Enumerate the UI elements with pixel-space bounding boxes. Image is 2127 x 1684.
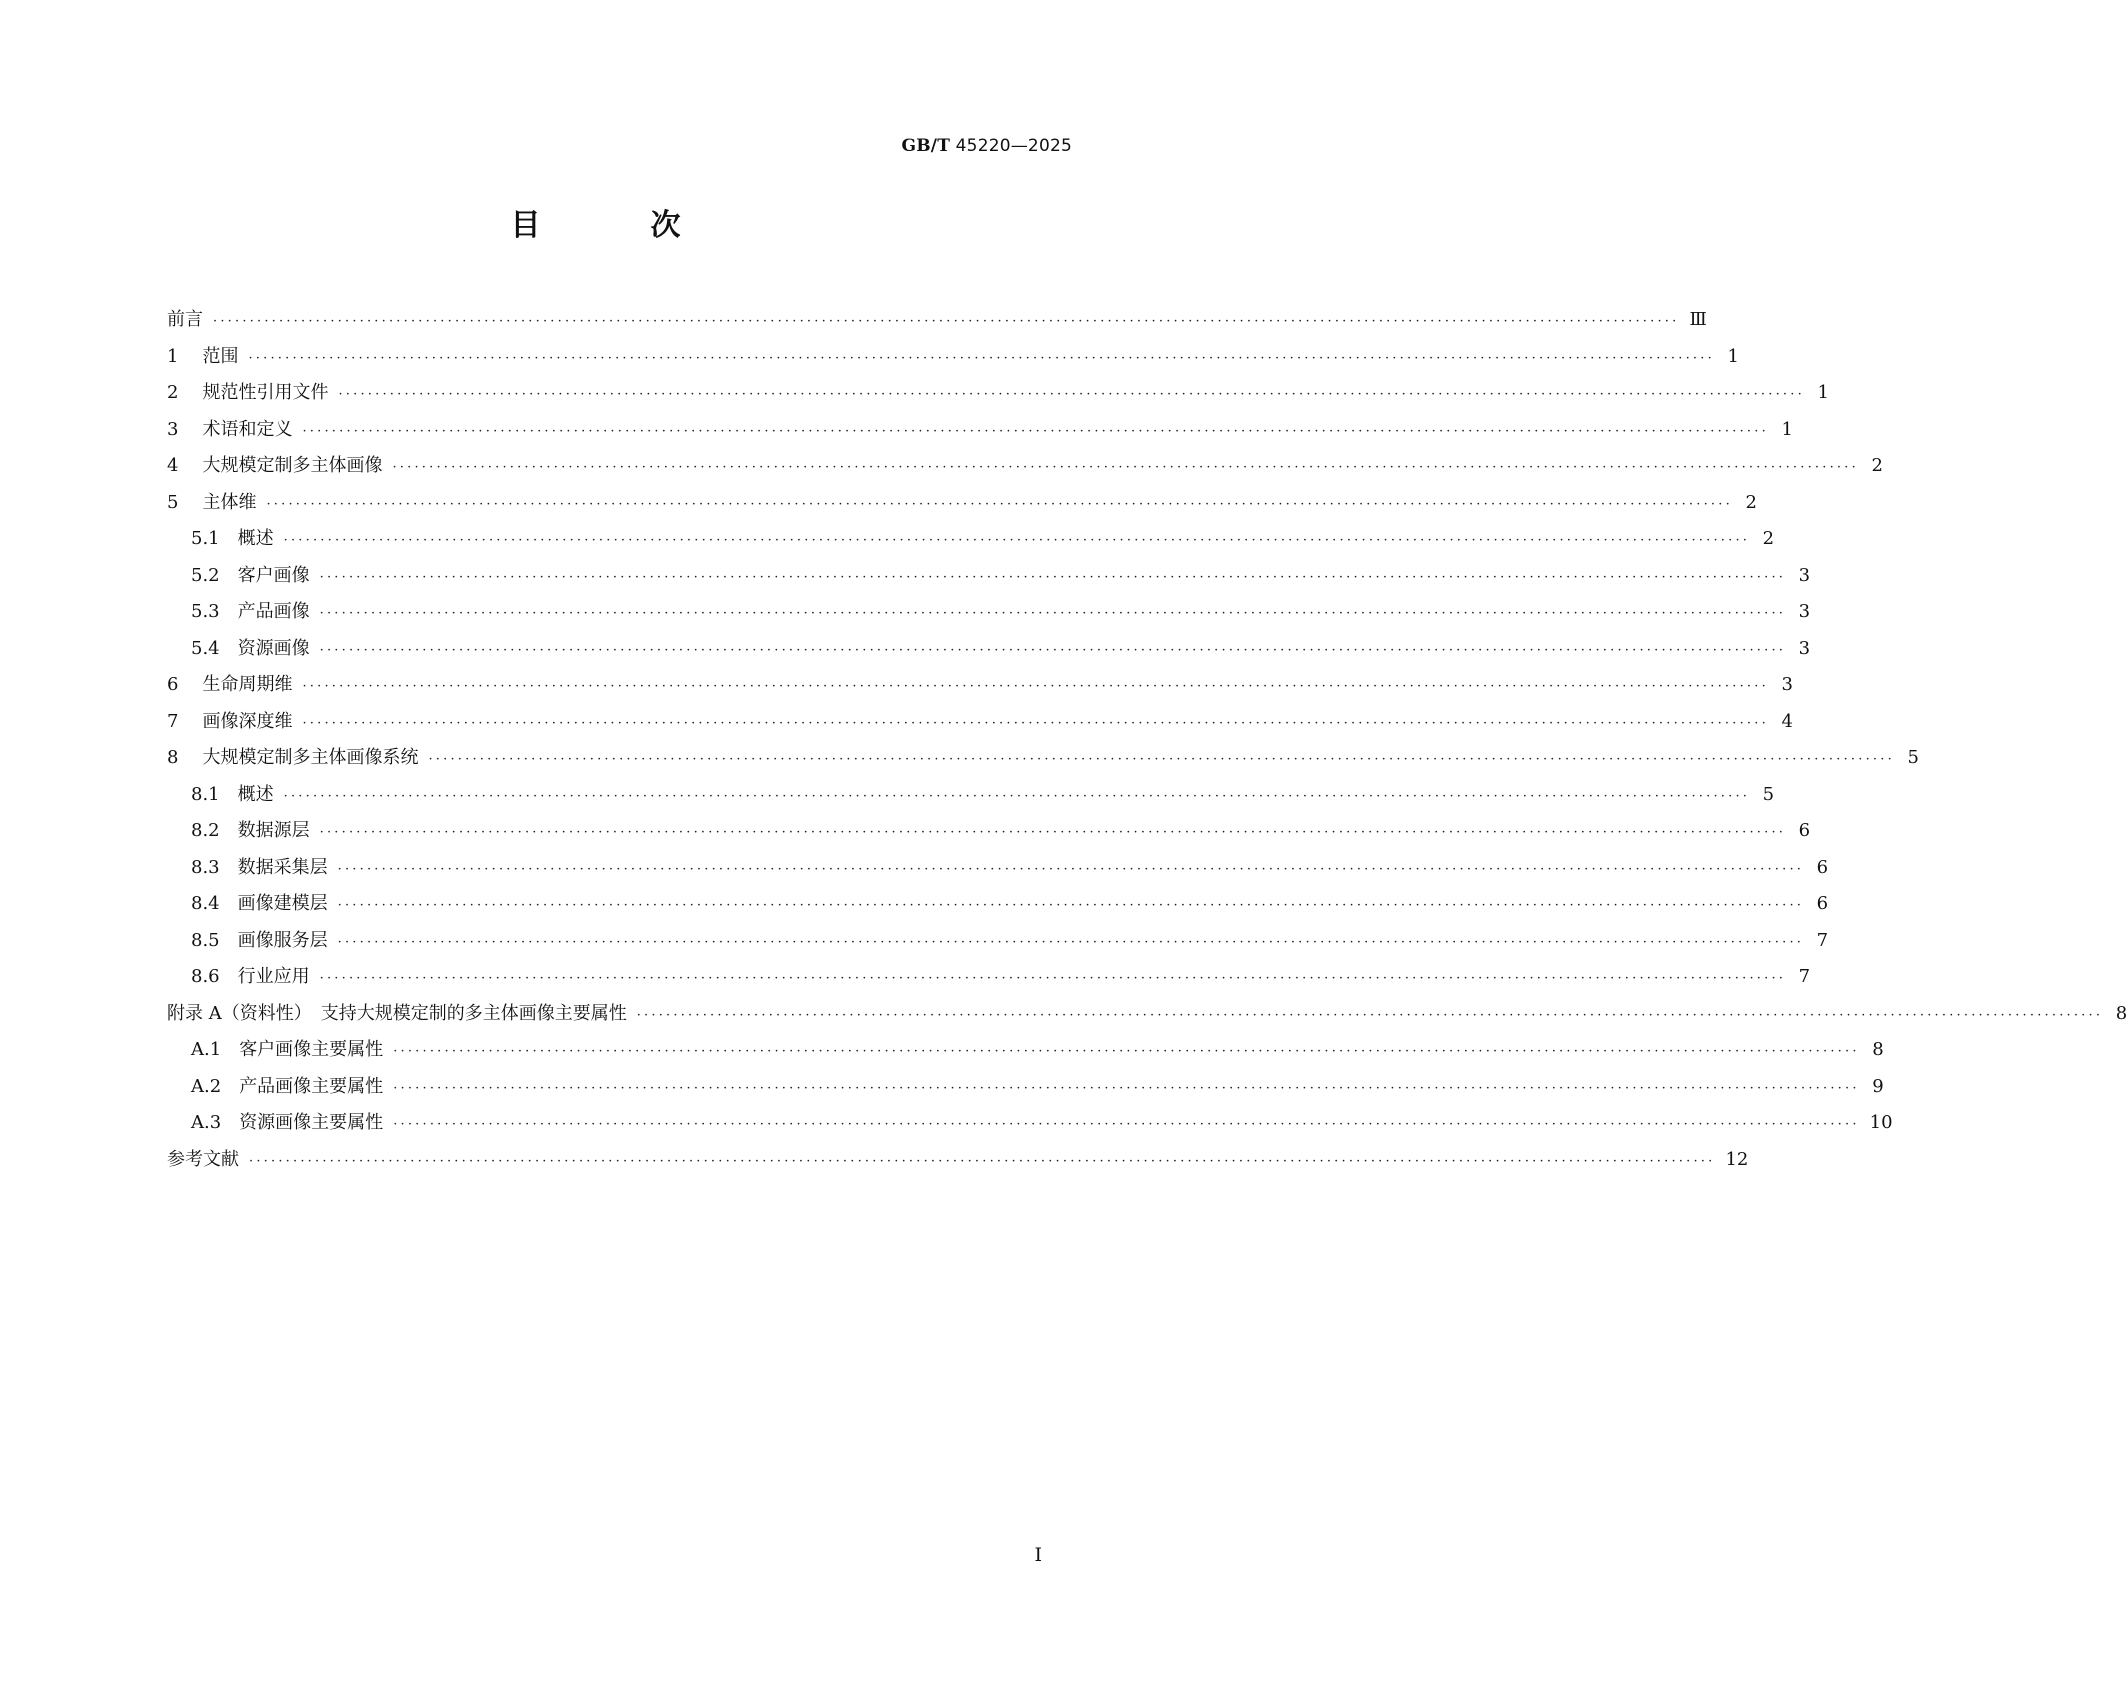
toc-entry-number: 8.6	[191, 966, 220, 987]
toc-entry-page: 2	[1762, 528, 1775, 549]
toc-entry-label: 概述	[237, 528, 274, 549]
toc-leader-dots: ········································································································································································································	[319, 606, 1787, 621]
toc-entry-page: 1	[1781, 418, 1793, 440]
toc-entry-number: 6	[167, 674, 179, 695]
toc-leader-dots: ········································································································································································································	[338, 387, 1805, 402]
toc-entry-number: 8.5	[191, 929, 220, 951]
toc-entry-label: 附录 A（资料性） 支持大规模定制的多主体画像主要属性	[167, 1002, 627, 1024]
toc-entry[interactable]	[167, 1108, 1893, 1145]
toc-entry-page: 2	[1871, 455, 1883, 476]
toc-entry-label: 生命周期维	[202, 674, 293, 695]
toc-entry-label: 大规模定制多主体画像	[202, 455, 383, 476]
toc-entry-label: 术语和定义	[202, 418, 293, 440]
toc-entry-number: 1	[167, 345, 179, 367]
toc-entry-page: Ⅲ	[1689, 309, 1707, 330]
toc-leader-dots: ········································································································································································································	[249, 1153, 1716, 1169]
toc-entry-number: A.2	[191, 1075, 222, 1097]
toc-entry-page: 5	[1907, 747, 1919, 768]
toc-leader-dots: ········································································································································································································	[337, 861, 1805, 877]
toc-entry[interactable]	[167, 524, 1775, 561]
toc-entry-page: 1	[1727, 345, 1739, 367]
toc-leader-dots: ········································································································································································································	[213, 314, 1680, 329]
table-of-contents	[167, 305, 2127, 1181]
toc-entry-label: 资源画像主要属性	[239, 1112, 384, 1133]
toc-entry[interactable]	[167, 488, 1757, 525]
toc-entry[interactable]	[167, 926, 1829, 963]
toc-entry-label: 画像服务层	[237, 929, 328, 951]
toc-entry[interactable]	[167, 1145, 1749, 1182]
toc-entry-label: 客户画像主要属性	[239, 1039, 384, 1060]
toc-leader-dots: ········································································································································································································	[319, 825, 1787, 840]
toc-entry-number: 5	[167, 491, 179, 513]
standard-number: 45220—2025	[955, 136, 1072, 156]
toc-entry[interactable]	[167, 378, 1829, 415]
toc-leader-dots: ········································································································································································································	[266, 496, 1733, 512]
toc-entry-page: 6	[1798, 820, 1811, 841]
toc-leader-dots: ········································································································································································································	[636, 1007, 2104, 1023]
toc-leader-dots: ········································································································································································································	[283, 788, 1751, 804]
toc-entry[interactable]	[167, 743, 1919, 780]
toc-leader-dots: ········································································································································································································	[319, 569, 1787, 585]
toc-entry-label: 前言	[167, 309, 203, 330]
toc-entry-page: 8	[2115, 1002, 2127, 1024]
toc-entry[interactable]	[167, 962, 1811, 999]
toc-leader-dots: ········································································································································································································	[393, 1080, 1860, 1096]
toc-entry-number: 4	[167, 455, 179, 476]
toc-leader-dots: ········································································································································································································	[319, 971, 1787, 986]
toc-entry-label: 资源画像	[237, 637, 310, 659]
toc-entry-page: 3	[1798, 564, 1811, 586]
toc-entry-label: 概述	[237, 783, 274, 805]
toc-entry-number: 8.1	[191, 783, 220, 805]
toc-entry-page: 2	[1745, 491, 1757, 513]
toc-entry-number: 5.3	[191, 601, 220, 622]
toc-entry-page: 7	[1798, 966, 1811, 987]
toc-entry[interactable]	[167, 999, 2127, 1036]
toc-entry-page: 10	[1869, 1112, 1893, 1133]
toc-leader-dots: ········································································································································································································	[337, 898, 1805, 913]
toc-entry-page: 6	[1816, 856, 1829, 878]
toc-entry-page: 3	[1781, 674, 1793, 695]
toc-entry-page: 5	[1762, 783, 1775, 805]
toc-entry[interactable]	[167, 780, 1775, 817]
page-title: 目 次	[510, 208, 721, 243]
toc-entry-label: 参考文献	[167, 1148, 239, 1170]
toc-leader-dots: ········································································································································································································	[302, 679, 1769, 694]
toc-entry-page: 9	[1872, 1075, 1884, 1097]
toc-entry-page: 12	[1725, 1148, 1749, 1170]
toc-leader-dots: ········································································································································································································	[337, 934, 1805, 950]
toc-entry[interactable]	[167, 1035, 1884, 1072]
toc-entry[interactable]	[167, 707, 1793, 744]
toc-entry-label: 客户画像	[237, 564, 310, 586]
toc-entry-page: 3	[1798, 637, 1811, 659]
toc-entry-label: 主体维	[202, 491, 257, 513]
standard-code	[902, 136, 1073, 156]
toc-entry-number: A.1	[191, 1039, 222, 1060]
page-number: I	[1034, 1544, 1042, 1566]
toc-entry-label: 大规模定制多主体画像系统	[202, 747, 419, 768]
toc-entry-label: 数据源层	[237, 820, 310, 841]
toc-entry[interactable]	[167, 305, 1707, 342]
toc-entry[interactable]	[167, 889, 1829, 926]
toc-entry-page: 8	[1872, 1039, 1884, 1060]
toc-entry-page: 6	[1816, 893, 1829, 914]
toc-entry-label: 规范性引用文件	[202, 382, 329, 403]
toc-entry-label: 产品画像	[237, 601, 310, 622]
toc-entry-number: 5.4	[191, 637, 220, 659]
toc-entry-number: 3	[167, 418, 179, 440]
toc-entry-label: 数据采集层	[237, 856, 328, 878]
toc-entry[interactable]	[167, 670, 1793, 707]
toc-entry[interactable]	[167, 1072, 1884, 1109]
standard-prefix: GB/T	[901, 136, 951, 156]
toc-entry[interactable]	[167, 342, 1739, 379]
toc-leader-dots: ········································································································································································································	[428, 752, 1895, 767]
toc-entry[interactable]	[167, 853, 1829, 890]
toc-entry[interactable]	[167, 816, 1811, 853]
toc-entry-number: 5.1	[191, 528, 220, 549]
toc-leader-dots: ········································································································································································································	[319, 642, 1787, 658]
toc-entry-page: 3	[1798, 601, 1811, 622]
toc-entry[interactable]	[167, 634, 1811, 671]
toc-leader-dots: ········································································································································································································	[248, 350, 1715, 366]
toc-leader-dots: ········································································································································································································	[302, 423, 1769, 439]
toc-entry[interactable]	[167, 597, 1811, 634]
toc-leader-dots: ········································································································································································································	[393, 1117, 1860, 1132]
toc-entry-number: 7	[167, 710, 179, 732]
toc-entry-label: 画像深度维	[202, 710, 293, 732]
toc-entry-number: 8.3	[191, 856, 220, 878]
toc-leader-dots: ········································································································································································································	[393, 1044, 1860, 1059]
toc-entry-label: 产品画像主要属性	[239, 1075, 384, 1097]
toc-leader-dots: ········································································································································································································	[302, 715, 1769, 731]
toc-leader-dots: ········································································································································································································	[392, 460, 1859, 475]
toc-entry-label: 画像建模层	[237, 893, 328, 914]
toc-entry-page: 1	[1817, 382, 1829, 403]
toc-entry-page: 7	[1816, 929, 1829, 951]
toc-entry[interactable]	[167, 561, 1811, 598]
toc-entry-page: 4	[1781, 710, 1793, 732]
toc-entry-label: 范围	[202, 345, 239, 367]
toc-entry[interactable]	[167, 451, 1883, 488]
toc-entry-number: 8.4	[191, 893, 220, 914]
toc-entry-label: 行业应用	[237, 966, 310, 987]
toc-leader-dots: ········································································································································································································	[283, 533, 1751, 548]
toc-entry-number: 2	[167, 382, 179, 403]
toc-entry[interactable]	[167, 415, 1793, 452]
toc-entry-number: 8.2	[191, 820, 220, 841]
toc-entry-number: 8	[167, 747, 179, 768]
toc-entry-number: 5.2	[191, 564, 220, 586]
toc-entry-number: A.3	[191, 1112, 222, 1133]
